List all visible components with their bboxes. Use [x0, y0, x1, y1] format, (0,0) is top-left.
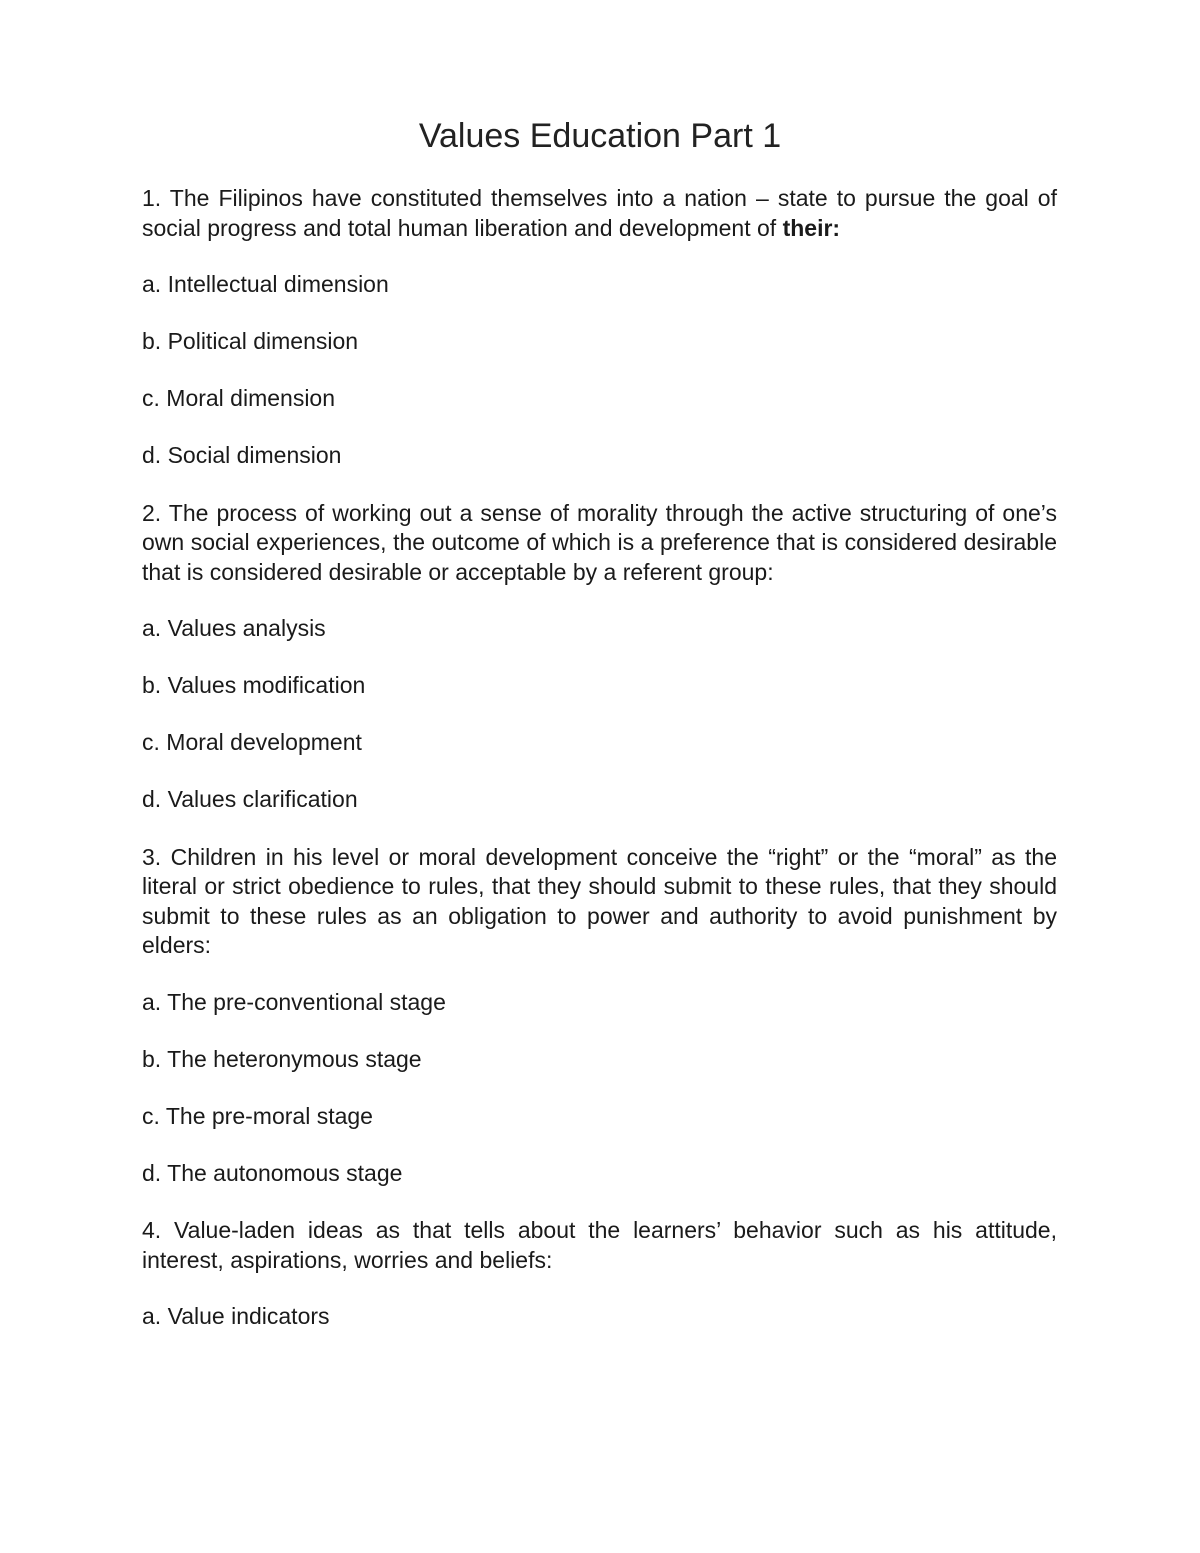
question-1-option-b: b. Political dimension	[142, 328, 359, 354]
question-3: 3. Children in his level or moral development conceive the “right” or the “moral” as the literal or strict obedience to rules, that they should submit to these rules, that they should submit to these rules as an obligation to power and authority to avoid punishment by elders:	[142, 843, 1057, 958]
question-3-option-c: c. The pre-moral stage	[142, 1102, 373, 1129]
question-3-option-b: b. The heteronymous stage	[142, 1045, 422, 1072]
question-2-option-a: a. Values analysis	[142, 615, 326, 641]
question-4-option-a: a. Value indicators	[142, 1303, 330, 1329]
question-2-option-d: d. Values clarification	[142, 786, 358, 812]
question-3-option-a: a. The pre-conventional stage	[142, 988, 446, 1015]
question-1	[142, 184, 1057, 243]
question-1-text: 1. The Filipinos have constituted themselves into a nation – state to pursue the goal of social progress and total human liberation and development of	[142, 185, 1057, 241]
question-2-option-c: c. Moral development	[142, 729, 362, 755]
question-1-emphasis: their:	[782, 214, 841, 241]
document-title: Values Education Part 1	[418, 117, 782, 155]
question-2: 2. The process of working out a sense of morality through the active structuring of one’s own social experiences, the outcome of which is a preference that is considered desirable that is considered desirable or acceptable by a referent group:	[142, 499, 1057, 585]
question-1-option-d: d. Social dimension	[142, 442, 342, 468]
question-3-option-d: d. The autonomous stage	[142, 1159, 403, 1186]
document-content	[142, 184, 1057, 1332]
question-4: 4. Value-laden ideas as that tells about the learners’ behavior such as his attitude, interest, aspirations, worries and beliefs:	[142, 1217, 1057, 1273]
question-1-option-a: a. Intellectual dimension	[142, 271, 389, 297]
question-1-option-c: c. Moral dimension	[142, 385, 336, 411]
question-2-option-b: b. Values modification	[142, 672, 366, 698]
